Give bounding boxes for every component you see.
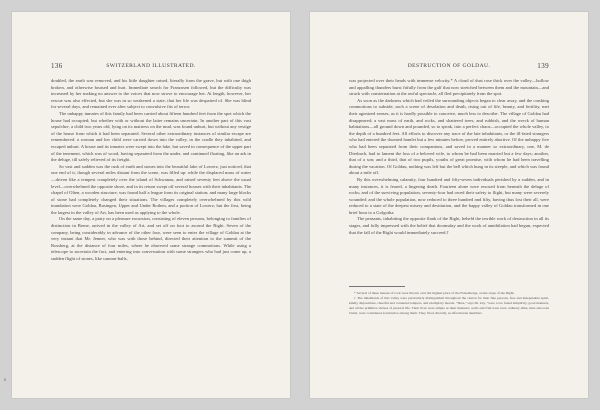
running-head: SWITZERLAND ILLUSTRATED.: [106, 63, 196, 69]
paragraph: The peasants, inhabiting the opposite flank of the Righi, beheld the terrible work of destruction in all its stages, and fully impressed with the belief that doomsday and the work of annihilation had begun, expected that the fall of the Righi would immediately succeed.†: [349, 216, 549, 235]
paragraph: The unhappy inmates of this family had been carried about fifteen hundred feet from the spot which the house had occupied; but whether with or without the latter remains uncertain. In another part of this vast sepulchre, a child two years old, lying on its mattress on the mud, was found unhurt, but without any vestige of the house from which it had been separated. Several other extraordinary instances of similar escape are remembered: a woman and her child were carried down into the valley, in the cradle they inhabited, and escaped unhurt. A house and its inmates were swept into the lake, but saved in consequence of the upper part of the tenement, which was of wood, having separated from the under, and continued floating, like an ark in the deluge, till safely relieved of its freight.: [51, 110, 251, 163]
paragraph: So vast and sudden was the rush of earth and stones into the beautiful lake of Lowerz, just noticed, that one end of it, though several miles distant from the scene, was filled up: while the displaced mass of water—driven like a tempest completely over the island of Schwanau, and raised seventy feet above the usual level—overwhelmed the opposite shore, and in its return swept off several houses with their inhabitants. The chapel of Olten, a wooden structure, was found half a league from its original station; and many large blocks of stone had completely changed their situations. The villages completely overwhelmed by this wild inundation were Goldau, Busingen, Upper and Under Rothen, and a portion of Lowerz; but the first, being the largest in the valley of Art, has been used as applying to the whole.: [51, 163, 251, 215]
page-number: 136: [51, 62, 63, 70]
footnotes: [349, 291, 549, 316]
footnote: * Several of these masses of rock were thrown over the highest place of the Felsenberge, on the slope of the Righi.: [354, 291, 515, 295]
paragraph: doubled, the earth was removed, and his little daughter raised, literally from the grave, but with one thigh broken, and otherwise bruised and hurt. Immediate search for Franzosen followed, but the difficulty was increased by her making no answer to the voices that now strove to encourage her. At length, however, her rescue was also effected, but she was in so weakened a state, that her life was despaired of. She was blind for several days, and remained ever after subject to convulsive fits of terror.: [51, 78, 251, 110]
right-page-header: [349, 62, 549, 72]
left-page-header: [51, 62, 251, 72]
left-page-body: [51, 78, 251, 263]
left-page: [12, 12, 290, 398]
right-page-body: [349, 78, 549, 236]
footnote: † The inhabitants of this valley were particularly distinguished throughout the canton for their fine persons, free and independent spirit, kindly dispositions, cheerful and contented tempers, and exemplary morals. "Here," says Dr. Zay, "were to be found simplicity, good manners, and all the primitive virtues of pastoral life. Their lives were simple as their manners; wells and fruit trees were ordinary alike, men and even brutal, were considered as intrusive among them. They lived, literally, as affectionate members: [349, 296, 549, 316]
footnote-divider: [349, 286, 405, 287]
paragraph: was projected over their heads with immense velocity.* A cloud of dust rose thick over the valley—hollow and appalling thunders burst fitfully from the gulf that now stretched between them and the mountain—and struck with consternation at the awful spectacle, all fled precipitately from the spot.: [349, 78, 549, 97]
paragraph: By this overwhelming calamity, four hundred and fifty-seven individuals perished by a sudden, and in many instances, it is feared, a lingering death. Fourteen alone were rescued from beneath the deluge of rocks; and of the surviving population, seventy-four had owed their safety to flight, but many were severely wounded; and the whole population, now reduced to three hundred and fifty, having thus lost their all, were reduced to a state of the deepest misery and destitution, and the happy valley of Goldau transformed in one brief hour to a Golgotha.: [349, 176, 549, 215]
running-head: DESTRUCTION OF GOLDAU.: [407, 63, 491, 69]
page-number: 139: [537, 62, 549, 70]
scan-margin-mark: 8: [4, 378, 6, 382]
paragraph: As soon as the darkness which had veiled the surrounding objects began to clear away, and the crashing commotions to subside, such a scene of desolation and death, rising out of life, beauty, and fertility, met their agonized senses, as it is hardly possible to conceive, much less to describe. The village of Goldau had disappeared; a vast mass of earth, and rocks, and shattered trees, and rubbish, and the wreck of human habitations—all ground down and pounded, so to speak, into a perfect chaos—occupied the whole valley, to the depth of a hundred feet. All efforts to discover any trace of the late inhabitants, or the ill-fated strangers who had entered the doomed hamlet but a few minutes before, proved entirely abortive. Of the unhappy five who had been separated from their companions, and saved in a manner so extraordinary, one, M. de Diesbach, had to lament the loss of a beloved wife, to whom he had been married but a few days; another, that of a son; and a third, that of two pupils, youths of great promise, with whom he had been travelling during the vacation. Of Goldau, nothing was left but the bell which hung in its steeple, and which was found about a mile off.: [349, 97, 549, 176]
right-page: [310, 12, 588, 398]
paragraph: On the same day, a party on a pleasure excursion, consisting of eleven persons, belonging to families of distinction in Berne, arrived in the valley of Art, and set off on foot to ascend the Righi. Seven of the company, being considerably in advance of the other four, were seen to enter the village of Goldau at the very instant that Mr. Jenner, who was with those behind, directed their attention to the summit of the Rossberg, at the distance of four miles, where he observed some strange commotions. While using a telescope to ascertain the fact, and entering into conversation with some strangers who had just come up, a sudden flight of stones, like cannon-balls,: [51, 216, 251, 262]
